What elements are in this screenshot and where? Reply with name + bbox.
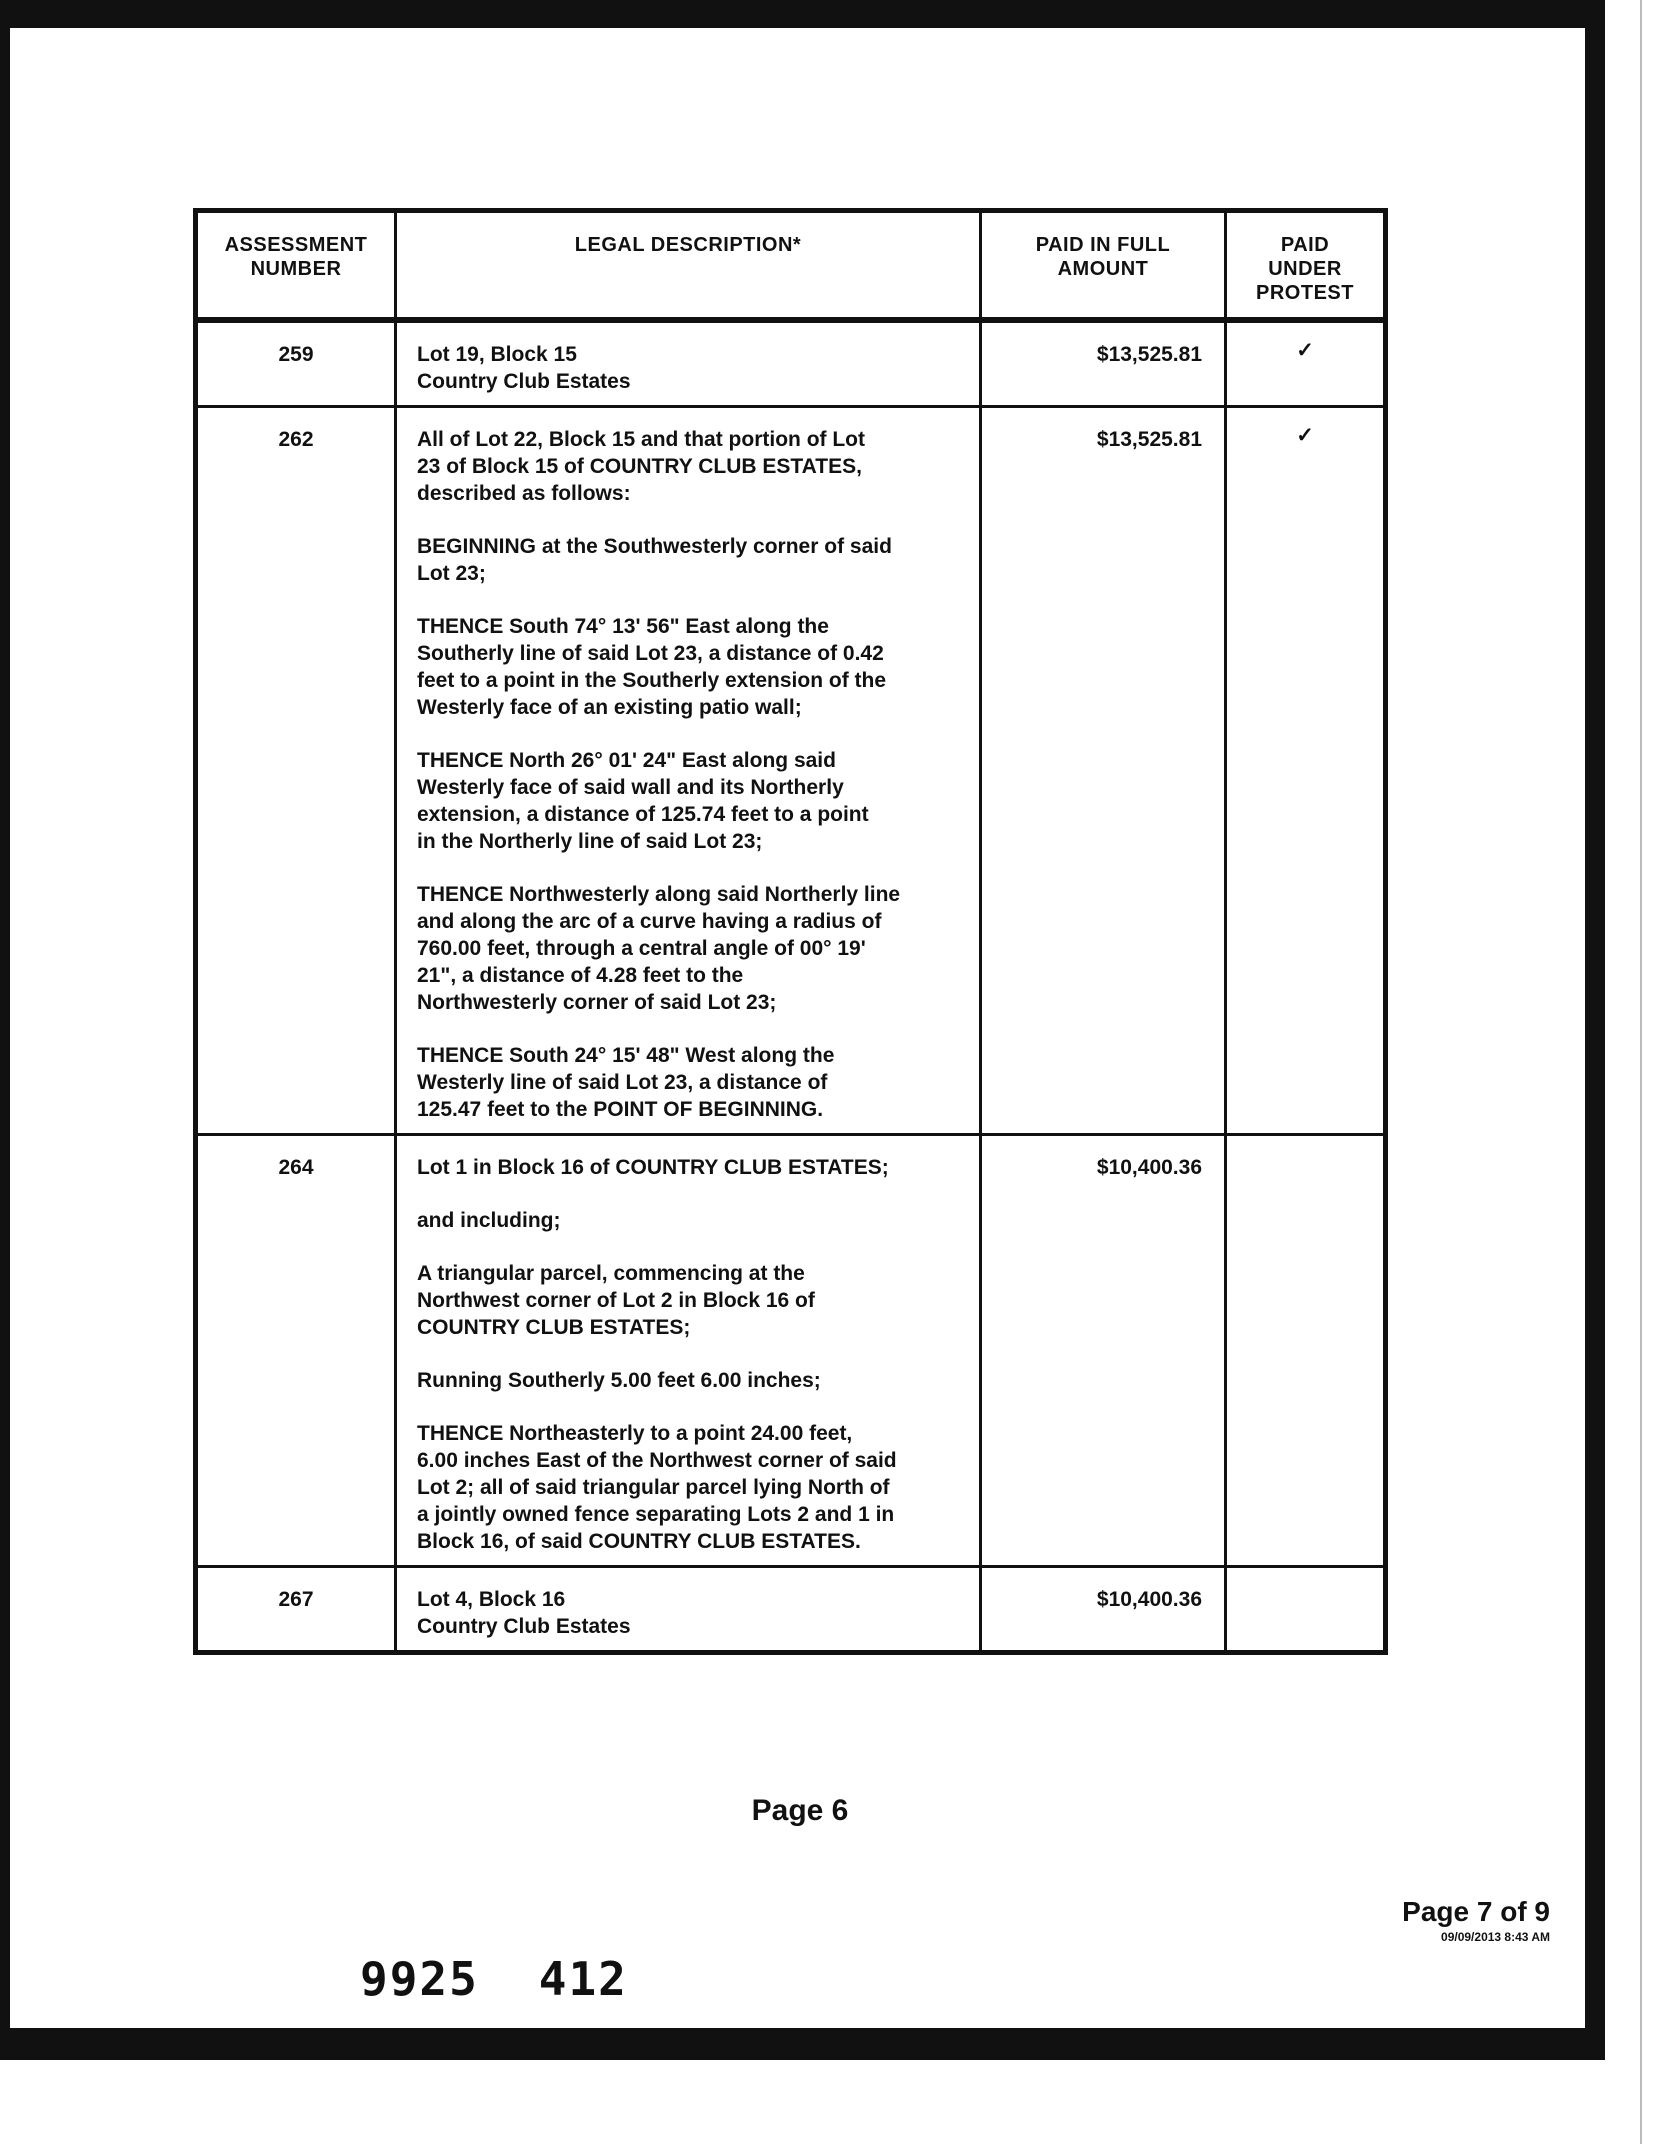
print-timestamp: 09/09/2013 8:43 AM <box>1441 1930 1550 1944</box>
paid-in-full-amount: $10,400.36 <box>981 1135 1226 1567</box>
page-label: Page 6 <box>751 1794 849 1827</box>
scan-border-right <box>1585 0 1605 2060</box>
legal-description-line: in the Northerly line of said Lot 23; <box>417 830 763 853</box>
page-edge-line <box>1640 0 1642 2144</box>
page-count: Page 7 of 9 <box>1402 1896 1550 1927</box>
legal-description-line: and along the arc of a curve having a radius of <box>417 910 882 933</box>
paid-under-protest-mark <box>1226 1567 1386 1653</box>
legal-description-line: A triangular parcel, commencing at the <box>417 1262 805 1285</box>
legal-description-line: and including; <box>417 1209 561 1232</box>
legal-description-line: THENCE Northwesterly along said Northerly line <box>417 883 901 906</box>
legal-description <box>396 320 981 407</box>
legal-description-paragraph <box>417 1367 959 1394</box>
legal-description-line: Country Club Estates <box>417 370 631 393</box>
assessment-number: 262 <box>196 407 396 1135</box>
legal-description-line: Lot 4, Block 16 <box>417 1588 566 1611</box>
header-assessment-number: ASSESSMENT NUMBER <box>196 211 396 321</box>
legal-description-line: All of Lot 22, Block 15 and that portion of Lot <box>417 428 865 451</box>
scan-border-left <box>0 0 10 2060</box>
paid-in-full-amount: $10,400.36 <box>981 1567 1226 1653</box>
legal-description-line: THENCE Northeasterly to a point 24.00 feet, <box>417 1422 853 1445</box>
scan-border-bottom <box>0 2028 1605 2060</box>
paid-under-protest-mark <box>1226 1135 1386 1567</box>
legal-description <box>396 407 981 1135</box>
assessment-table-container <box>193 208 1383 1720</box>
legal-description-paragraph <box>417 613 959 721</box>
legal-description-paragraph <box>417 1207 959 1234</box>
legal-description-line: 23 of Block 15 of COUNTRY CLUB ESTATES, <box>417 455 862 478</box>
legal-description-line: 125.47 feet to the POINT OF BEGINNING. <box>417 1098 824 1121</box>
legal-description-paragraph <box>417 1042 959 1123</box>
legal-description-line: described as follows: <box>417 482 631 505</box>
legal-description-line: BEGINNING at the Southwesterly corner of said <box>417 535 892 558</box>
legal-description-line: Lot 19, Block 15 <box>417 343 577 366</box>
legal-description-line: 6.00 inches East of the Northwest corner of said <box>417 1449 897 1472</box>
legal-description-line: Westerly line of said Lot 23, a distance of <box>417 1071 828 1094</box>
legal-description-line: COUNTRY CLUB ESTATES; <box>417 1316 691 1339</box>
legal-description-line: THENCE South 74° 13' 56" East along the <box>417 615 829 638</box>
legal-description-line: Running Southerly 5.00 feet 6.00 inches; <box>417 1369 821 1392</box>
paid-in-full-amount: $13,525.81 <box>981 320 1226 407</box>
scan-border-top <box>0 0 1605 28</box>
table-header-row <box>196 211 1386 321</box>
legal-description-line: 760.00 feet, through a central angle of 00° 19' <box>417 937 866 960</box>
table-row <box>196 320 1386 407</box>
legal-description-line: a jointly owned fence separating Lots 2 and 1 in <box>417 1503 895 1526</box>
legal-description-line: Lot 23; <box>417 562 486 585</box>
legal-description <box>396 1135 981 1567</box>
legal-description-paragraph <box>417 1154 959 1181</box>
legal-description-paragraph <box>417 1586 959 1640</box>
table-row <box>196 1135 1386 1567</box>
document-number-left: 9925 <box>360 1952 479 2006</box>
legal-description-paragraph <box>417 1420 959 1555</box>
table-row <box>196 407 1386 1135</box>
legal-description-paragraph <box>417 1260 959 1341</box>
header-paid-in-full: PAID IN FULL AMOUNT <box>981 211 1226 321</box>
paid-under-protest-mark: ✓ <box>1226 407 1386 1135</box>
legal-description-paragraph <box>417 341 959 395</box>
legal-description-line: Lot 2; all of said triangular parcel lying North of <box>417 1476 890 1499</box>
legal-description-line: extension, a distance of 125.74 feet to a point <box>417 803 869 826</box>
legal-description-paragraph <box>417 747 959 855</box>
assessment-table <box>193 208 1388 1655</box>
assessment-number: 267 <box>196 1567 396 1653</box>
header-paid-under-protest: PAID UNDER PROTEST <box>1226 211 1386 321</box>
legal-description-line: Westerly face of said wall and its Northerly <box>417 776 844 799</box>
legal-description-paragraph <box>417 426 959 507</box>
legal-description <box>396 1567 981 1653</box>
legal-description-paragraph <box>417 881 959 1016</box>
legal-description-line: feet to a point in the Southerly extension of the <box>417 669 887 692</box>
legal-description-line: Northwest corner of Lot 2 in Block 16 of <box>417 1289 815 1312</box>
legal-description-line: 21", a distance of 4.28 feet to the <box>417 964 744 987</box>
document-number <box>360 1952 628 2006</box>
legal-description-line: Block 16, of said COUNTRY CLUB ESTATES. <box>417 1530 861 1553</box>
table-row <box>196 1567 1386 1653</box>
legal-description-line: THENCE South 24° 15' 48" West along the <box>417 1044 835 1067</box>
paid-under-protest-mark: ✓ <box>1226 320 1386 407</box>
paid-in-full-amount: $13,525.81 <box>981 407 1226 1135</box>
legal-description-line: Country Club Estates <box>417 1615 631 1638</box>
assessment-number: 264 <box>196 1135 396 1567</box>
legal-description-line: Westerly face of an existing patio wall; <box>417 696 802 719</box>
legal-description-line: THENCE North 26° 01' 24" East along said <box>417 749 836 772</box>
legal-description-paragraph <box>417 533 959 587</box>
legal-description-line: Lot 1 in Block 16 of COUNTRY CLUB ESTATES; <box>417 1156 889 1179</box>
legal-description-line: Southerly line of said Lot 23, a distance of 0.42 <box>417 642 884 665</box>
header-legal-description: LEGAL DESCRIPTION* <box>396 211 981 321</box>
assessment-number: 259 <box>196 320 396 407</box>
document-number-right: 412 <box>538 1952 628 2006</box>
legal-description-line: Northwesterly corner of said Lot 23; <box>417 991 777 1014</box>
